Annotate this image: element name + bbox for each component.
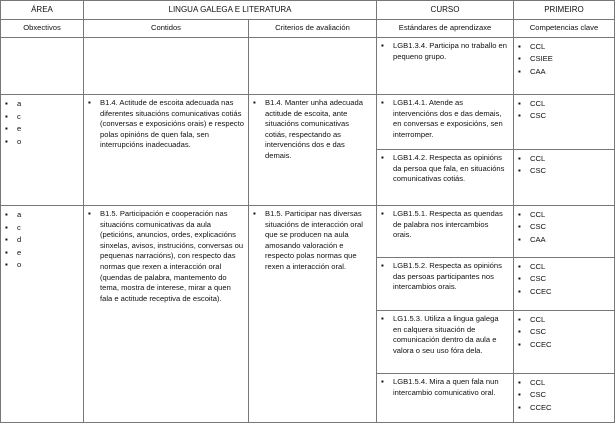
- table-row: [1, 38, 615, 95]
- course-header: CURSO: [377, 1, 514, 20]
- subject-header: LINGUA GALEGA E LITERATURA: [84, 1, 377, 20]
- competence-item: ▪ CCL: [518, 98, 610, 110]
- objective-item: ▪ e: [5, 123, 79, 136]
- standard-cell: [377, 38, 514, 95]
- criterion-cell: [249, 206, 377, 423]
- competence-item: ▪ CAA: [518, 66, 610, 78]
- objective-item: ▪ a: [5, 98, 79, 111]
- content-cell: [84, 38, 249, 95]
- competence-item: ▪ CAA: [518, 234, 610, 246]
- objective-item: ▪ o: [5, 136, 79, 149]
- competences-cell: [514, 38, 615, 95]
- competence-item: ▪ CCL: [518, 377, 610, 389]
- competences-cell: [514, 150, 615, 206]
- standard-item: ▪ LG1.5.3. Utiliza a lingua galega en calquera situación de comunicación dentro da aula e valora o seu uso fóra dela.: [381, 314, 507, 356]
- standard-item: ▪ LGB1.3.4. Participa no traballo en pequeno grupo.: [381, 41, 507, 62]
- objective-item: ▪ c: [5, 222, 79, 235]
- objective-item: ▪ o: [5, 259, 79, 272]
- competence-item: ▪ CCL: [518, 314, 610, 326]
- objectives-header: Obxectivos: [1, 20, 84, 38]
- content-cell: [84, 206, 249, 423]
- competences-header: Competencias clave: [514, 20, 615, 38]
- competences-cell: [514, 374, 615, 423]
- header-row: [1, 1, 615, 20]
- contents-header: Contidos: [84, 20, 249, 38]
- competence-item: ▪ CCL: [518, 209, 610, 221]
- content-cell: [84, 95, 249, 206]
- objective-item: ▪ a: [5, 209, 79, 222]
- competence-item: ▪ CSC: [518, 273, 610, 285]
- competence-item: ▪ CCL: [518, 153, 610, 165]
- competence-item: ▪ CCEC: [518, 339, 610, 351]
- content-item: ▪ B1.5. Participación e cooperación nas situacións comunicativas da aula (peticións, anuncios, ordes, explicacións sinxelas, avisos, instrucións, conversas ou pequenas narracións), con respecto das normas que rexen a interacción oral (quendas de palabra, mantemento do tema, mostra de interese, mirar a quen fala e actitude receptiva de escoita).: [88, 209, 244, 304]
- competences-cell: [514, 206, 615, 258]
- subheader-row: [1, 20, 615, 38]
- standard-item: ▪ LGB1.4.1. Atende as intervencións dos e das demais, en conversas e exposicións, sen interromper.: [381, 98, 507, 140]
- criterion-item: ▪ B1.5. Participar nas diversas situacións de interacción oral que se producen na aula amosando valoración e respecto polas normas que rexen a interacción oral.: [253, 209, 372, 273]
- competence-item: ▪ CCL: [518, 41, 610, 53]
- criteria-header: Criterios de avaliación: [249, 20, 377, 38]
- standard-cell: [377, 206, 514, 258]
- competence-item: ▪ CSC: [518, 165, 610, 177]
- standards-header: Estándares de aprendizaxe: [377, 20, 514, 38]
- competence-item: ▪ CSC: [518, 110, 610, 122]
- objectives-cell: [1, 95, 84, 206]
- standard-item: ▪ LGB1.4.2. Respecta as opinións da persoa que fala, en situacións comunicativas cotiás.: [381, 153, 507, 185]
- competences-cell: [514, 258, 615, 311]
- competence-item: ▪ CSC: [518, 389, 610, 401]
- competences-cell: [514, 311, 615, 374]
- criterion-cell: [249, 38, 377, 95]
- standard-cell: [377, 258, 514, 311]
- competence-item: ▪ CCEC: [518, 402, 610, 414]
- content-item: ▪ B1.4. Actitude de escoita adecuada nas diferentes situacións comunicativas cotiás (conversas e exposicións orais) e respecto polas opinións de quen fala, sen interrupcións inadecuadas.: [88, 98, 244, 151]
- standard-item: ▪ LGB1.5.2. Respecta as opinións das persoas participantes nos intercambios orais.: [381, 261, 507, 293]
- criterion-item: ▪ B1.4. Manter unha adecuada actitude de escoita, ante situacións comunicativas cotiás, respectando as intervencións dos e das demais.: [253, 98, 372, 162]
- competences-cell: [514, 95, 615, 150]
- area-header: ÁREA: [1, 1, 84, 20]
- standard-item: ▪ LGB1.5.1. Respecta as quendas de palabra nos intercambios orais.: [381, 209, 507, 241]
- standard-cell: [377, 374, 514, 423]
- competence-item: ▪ CSC: [518, 221, 610, 233]
- standard-item: ▪ LGB1.5.4. Mira a quen fala nun intercambio comunicativo oral.: [381, 377, 507, 398]
- standard-cell: [377, 95, 514, 150]
- standard-cell: [377, 311, 514, 374]
- competence-item: ▪ CCL: [518, 261, 610, 273]
- competence-item: ▪ CSC: [518, 326, 610, 338]
- table-row: [1, 206, 615, 258]
- table-row: [1, 95, 615, 150]
- year-header: PRIMEIRO: [514, 1, 615, 20]
- competence-item: ▪ CSIEE: [518, 53, 610, 65]
- competence-item: ▪ CCEC: [518, 286, 610, 298]
- objectives-cell: [1, 206, 84, 423]
- criterion-cell: [249, 95, 377, 206]
- objective-item: ▪ c: [5, 111, 79, 124]
- objective-item: ▪ d: [5, 234, 79, 247]
- standard-cell: [377, 150, 514, 206]
- objectives-cell: [1, 38, 84, 95]
- objective-item: ▪ e: [5, 247, 79, 260]
